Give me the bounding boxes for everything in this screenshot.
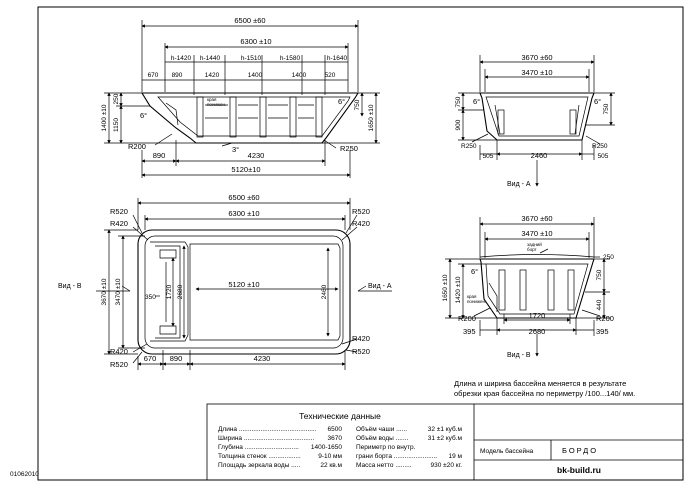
plan-radius-br-outer: R520 [352,347,370,356]
end-b-view-label: Вид - В [507,352,531,359]
spec-left-label-2: Ширина ....................................... [218,435,315,442]
sheet-frame [38,7,683,480]
spec-right-label-3: Периметр по внутр. [356,444,416,451]
side-seg-1: 670 [147,72,159,79]
plan-inner-length: 6300 ±10 [228,209,260,218]
plan-view-a-label: Вид - А [368,283,392,290]
end-b-height-inner: 1420 ±10 [455,276,462,304]
plan-radius-tr-inner: R420 [352,219,370,228]
plan-radius-tl-inner: R420 [110,219,128,228]
side-bottom-angle: 3° [232,145,240,154]
plan-view-b-label: Вид - В [58,283,82,290]
end-b-height-outer: 1650 ±10 [442,274,449,302]
side-right-small: 750 [354,99,361,111]
spec-right-label-2: Объём воды ....... [356,435,409,442]
end-b-outer-width: 3670 ±60 [521,214,553,223]
side-radius-right: R250 [340,144,358,153]
side-seg-3: 1420 [204,72,220,79]
plan-step-width: 350 [145,294,156,301]
side-seg-2: 890 [171,72,183,79]
side-seg-5: 1400 [291,72,307,79]
spec-right-value-1: 32 ±1 куб.м [427,426,462,433]
end-b-rim-label: задний борт [527,242,542,252]
plan-floor-length: 5120 ±10 [228,280,260,289]
side-seg-6: 520 [324,72,336,79]
side-bottom-seg-2: 4230 [247,151,265,160]
spec-left-value-1: 6500 [327,426,342,433]
side-left-height: 1400 ±10 [101,104,108,132]
plan-width-inner: 3470 ±10 [115,278,122,306]
end-b-radius-left: R200 [458,314,476,323]
end-b-floor-width: 2680 [528,327,546,336]
end-a-bottom-width: 2460 [530,151,548,160]
side-depth-3: h-1510 [240,55,262,62]
spec-left-label-4: Толщина стенок .................. [218,453,301,460]
plan-radius-bl-outer: R520 [110,360,128,369]
end-a-inner-width: 3470 ±10 [521,68,553,77]
side-radius-left: R200 [128,142,146,151]
side-left-mid: 1150 [113,118,120,132]
end-b-step-width: 1720 [528,311,546,320]
plan-radius-br-inner: R420 [352,334,370,343]
side-bottom-seg-1: 890 [152,151,166,160]
note-line-1: Длина и ширина бассейна меняется в результате [454,379,627,388]
side-left-top: 250 [113,93,120,105]
end-b-angle-left: 6° [471,267,479,276]
end-view-b-labels [442,214,614,359]
end-a-offset-right: 505 [597,153,609,160]
spec-right-value-2: 31 ±2 куб.м [427,435,462,442]
note-line-2: обрезки края бассейна по периметру /100...140/ мм. [454,389,636,398]
spec-left-value-5: 22 кв.м [320,462,342,469]
end-b-right-b: 440 [596,299,603,311]
spec-table [218,411,601,475]
end-b-radius-right: R200 [596,314,614,323]
spec-left-label-5: Площадь зеркала воды ..... [218,462,301,469]
plan-width-outer: 3670 ±10 [101,278,108,306]
end-b-right-a: 750 [596,269,603,281]
plan-radius-bl-inner: R420 [110,347,128,356]
end-a-radius-right: R250 [592,143,608,150]
spec-right-value-4: 19 м [448,453,462,460]
doc-number: 01062010 [10,471,39,478]
spec-left-value-4: 9-10 мм [318,453,342,460]
side-depth-2: h-1440 [199,55,221,62]
spec-right-label-4: грани борта ........................ [356,453,438,460]
spec-left-label-3: Глубина .............................. [218,444,299,451]
note [454,379,635,398]
end-b-offset-right: 395 [596,327,609,336]
plan-bottom-seg-1: 670 [143,354,157,363]
spec-right-label-5: Масса нетто ......... [356,462,412,469]
spec-right-value-5: 930 ±20 кг. [430,462,462,469]
end-a-outer-width: 3670 ±60 [521,53,553,62]
side-inner-length: 6300 ±10 [240,37,272,46]
side-bottom-total: 5120±10 [231,165,261,174]
model-label: Модель бассейна [480,448,534,455]
plan-radius-tr-outer: R520 [352,207,370,216]
plan-radius-tl-outer: R520 [110,207,128,216]
side-depth-5: h-1640 [326,55,348,62]
spec-right-label-1: Объём чаши ...... [356,426,408,433]
end-b-offset-left: 395 [463,327,476,336]
plan-floor-width: 2680 [177,284,184,300]
end-a-view-label: Вид - А [507,181,531,188]
side-slope-right: 6° [338,97,346,106]
side-seg-4: 1400 [247,72,263,79]
end-b-step-label: края понижен. [467,294,487,304]
spec-left-label-1: Длина ........................................... [218,426,317,433]
spec-left-value-2: 3670 [327,435,342,442]
end-a-offset-left: 505 [482,153,494,160]
side-slope-left: 6° [140,111,148,120]
plan-bottom-seg-2: 890 [169,354,183,363]
spec-left-value-3: 1400-1650 [310,444,342,451]
end-a-height-top: 750 [455,96,462,108]
end-a-angle-left: 6° [473,97,481,106]
end-a-angle-right: 6° [594,97,602,106]
side-depth-1: h-1420 [170,55,192,62]
plan-overall-length: 6500 ±60 [228,193,260,202]
side-right-height: 1650 ±10 [368,104,375,132]
end-a-right-height: 750 [603,103,610,115]
side-step-label: края понижен. [207,97,227,107]
end-b-inner-width: 3470 ±10 [521,229,553,238]
end-a-height-bottom: 900 [455,119,462,131]
plan-step-depth: 1720 [166,284,173,300]
end-a-radius-left: R250 [461,143,477,150]
side-depth-4: h-1580 [279,55,301,62]
website-label: bk-build.ru [557,465,601,475]
model-name: БОРДО [562,446,599,455]
side-overall-length: 6500 ±60 [234,16,266,25]
plan-right-width: 2460 [321,284,328,300]
spec-title: Технические данные [299,411,381,421]
end-b-rim-height: 250 [603,254,614,261]
plan-bottom-seg-3: 4230 [253,354,271,363]
